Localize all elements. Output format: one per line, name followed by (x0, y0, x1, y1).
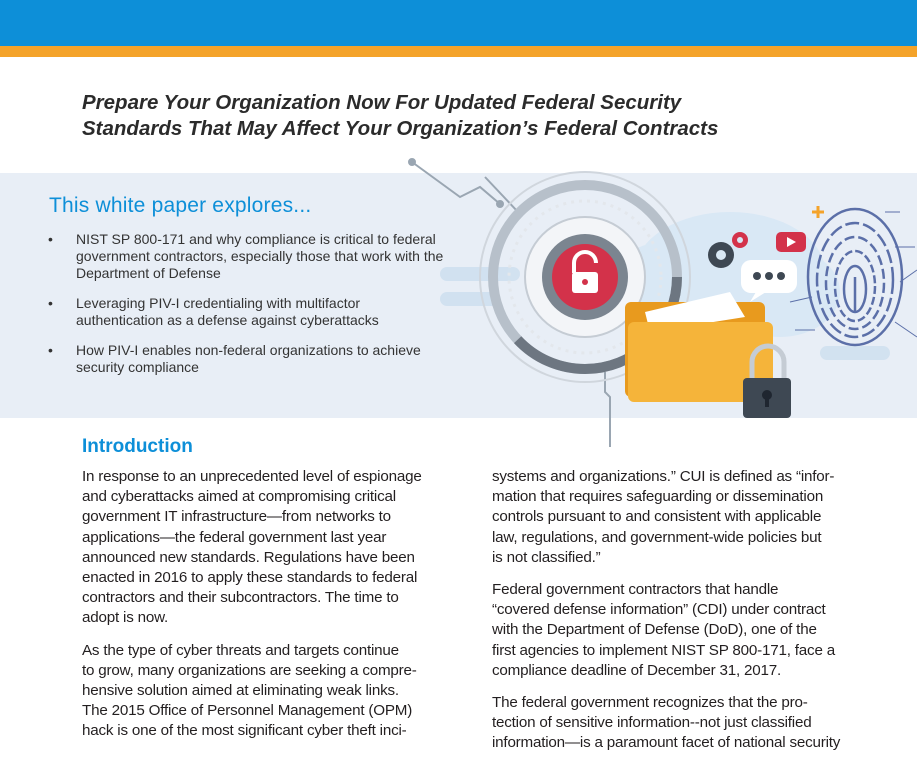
bullet-text: NIST SP 800-171 and why compliance is critical to federal government contractors, especially those that work with the Department of Defense (76, 231, 444, 281)
list-item (48, 342, 448, 376)
list-item (48, 231, 448, 282)
bullet-icon: • (48, 231, 53, 247)
paragraph: Federal government contractors that handle “covered defense information” (CDI) under contract with the Department of Defense (DoD), one of the first agencies to implement NIST SP 800-171, face a compliance deadline of December 31, 2017. (492, 581, 835, 679)
explores-bullet-list (48, 231, 448, 389)
paragraph: The federal government recognizes that the pro- tection of sensitive information--not just classified information—is a paramount facet of national security (492, 694, 841, 752)
intro-right-column (492, 467, 864, 766)
bullet-text: Leveraging PIV-I credentialing with multifactor authentication as a defense against cyberattacks (76, 295, 379, 328)
intro-left-column (82, 467, 454, 754)
headline-line-1: Prepare Your Organization Now For Updated Federal Security (82, 91, 682, 114)
security-illustration (400, 152, 917, 452)
intro-heading: Introduction (82, 436, 193, 457)
bullet-icon: • (48, 295, 53, 311)
video-play-icon (776, 232, 806, 252)
paragraph: systems and organizations.” CUI is defined as “infor- mation that requires safeguarding or dissemination controls pursuant to and consistent with applicable law, regulations, and government-wide policies but is not classified.” (492, 468, 835, 566)
page-headline (82, 90, 842, 142)
bullet-text: How PIV-I enables non-federal organizations to achieve security compliance (76, 342, 421, 375)
header-blue-band (0, 0, 917, 46)
bullet-icon: • (48, 342, 53, 358)
explores-title: This white paper explores... (49, 194, 312, 217)
paragraph: In response to an unprecedented level of espionage and cyberattacks aimed at compromising critical government IT infrastructure—from networks to applications—the federal government last year announced new standards. Regulations have been enacted in 2016 to apply these standards to federal contractors and their subcontractors. The time to adopt is now. (82, 468, 422, 627)
header-orange-stripe (0, 46, 917, 57)
list-item (48, 295, 448, 329)
plus-icon (812, 206, 824, 218)
paragraph: As the type of cyber threats and targets continue to grow, many organizations are seeking a compre- hensive solution aimed at eliminating weak links. The 2015 Office of Personnel Management (OPM) hack is one of the most significant cyber theft inci- (82, 641, 417, 740)
headline-line-2: Standards That May Affect Your Organization’s Federal Contracts (82, 117, 719, 140)
